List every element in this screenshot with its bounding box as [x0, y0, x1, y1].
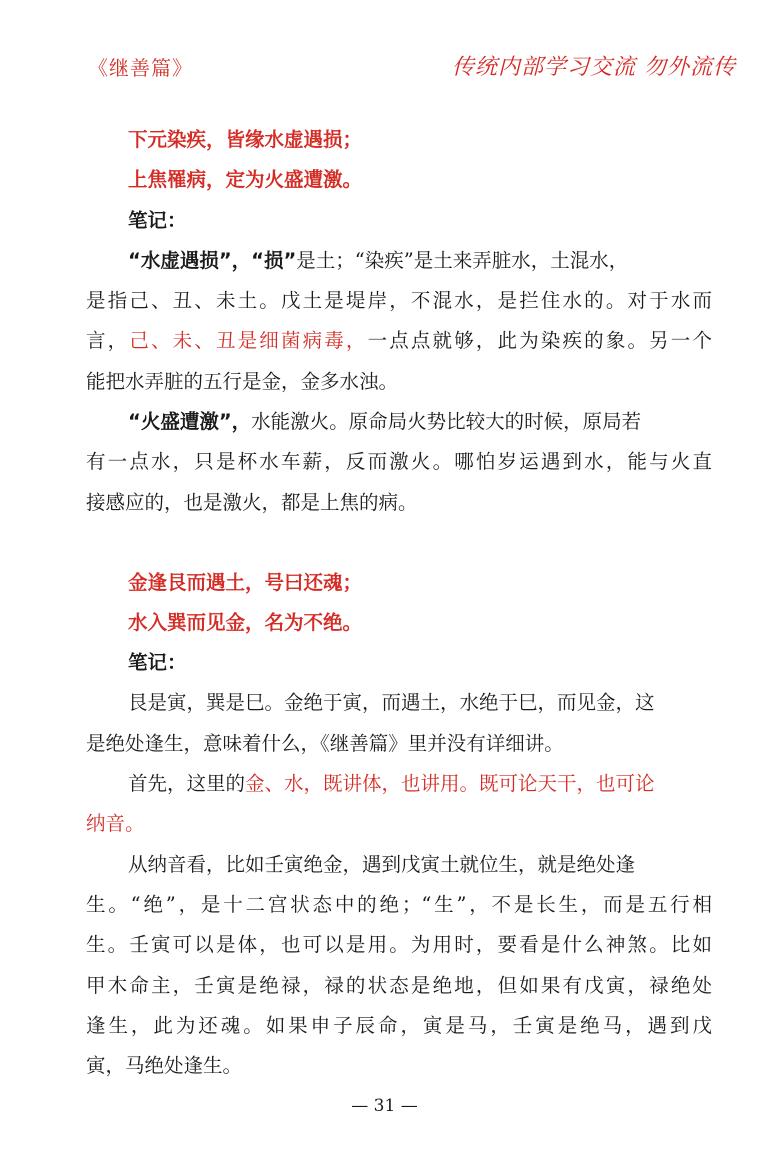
paragraph-text: 水能激火。原命局火势比较大的时候，原局若	[251, 410, 642, 434]
paragraph-line	[86, 241, 712, 281]
paragraph-line	[86, 764, 712, 804]
header-slogan: 传统内部学习交流 勿外流传	[452, 55, 736, 80]
paragraph-line	[86, 321, 712, 361]
paragraph-text: 是土；“染疾”是土来弄脏水，土混水，	[296, 248, 629, 272]
verse-line: 水入巽而见金，名为不绝。	[128, 610, 363, 634]
paragraph-line	[86, 402, 712, 442]
paragraph-line: 是指己、丑、未土。戊土是堤岸，不混水，是拦住水的。对于水而	[86, 289, 712, 313]
paragraph-line: 生。壬寅可以是体，也可以是用。为用时，要看是什么神煞。比如	[86, 933, 712, 957]
paragraph-line: 生。“绝”，是十二宫状态中的绝；“生”，不是长生，而是五行相	[86, 892, 712, 916]
note-label: 笔记：	[128, 208, 187, 232]
paragraph-line: 能把水弄脏的五行是金，金多水浊。	[86, 369, 399, 393]
paragraph-line: 甲木命主，壬寅是绝禄，禄的状态是绝地，但如果有戊寅，禄绝处	[86, 973, 712, 997]
verse-line: 下元染疾，皆缘水虚遇损；	[128, 128, 363, 151]
verse-line: 金逢艮而遇土，号曰还魂；	[128, 570, 363, 594]
red-highlight: 金、水，既讲体，也讲用。既可论天干，也可论	[245, 772, 655, 796]
paragraph-text: 言，	[86, 329, 130, 353]
paragraph-line: 接感应的，也是激火，都是上焦的病。	[86, 490, 418, 514]
section-gap	[86, 523, 712, 563]
paragraph-text: 首先，这里的	[128, 772, 246, 796]
verse-line: 上焦罹病，定为火盛遭激。	[128, 168, 363, 192]
page-number: — 31 —	[351, 1096, 418, 1116]
paragraph-line: 纳音。	[86, 812, 145, 836]
paragraph-line: 寅，马绝处逢生。	[86, 1054, 243, 1078]
term-highlight: “火盛遭激”，	[128, 410, 252, 434]
paragraph-line: 艮是寅，巽是巳。金绝于寅，而遇土，水绝于巳，而见金，这	[128, 691, 655, 715]
paragraph-text: 一点点就够，此为染疾的象。另一个	[367, 329, 712, 353]
paragraph-line: 有一点水，只是杯水车薪，反而激火。哪怕岁运遇到水，能与火直	[86, 450, 712, 474]
book-title-header: 《继善篇》	[88, 56, 193, 80]
red-highlight: 己、未、丑是细菌病毒，	[129, 329, 368, 353]
term-highlight: “损”	[251, 248, 297, 272]
paragraph-line: 逢生，此为还魂。如果申子辰命，寅是马，壬寅是绝马，遇到戊	[86, 1013, 712, 1037]
note-label: 笔记：	[128, 651, 187, 675]
paragraph-line: 是绝处逢生，意味着什么，《继善篇》里并没有详细讲。	[86, 731, 564, 755]
page-content	[86, 120, 712, 1086]
term-highlight: “水虚遇损”，	[128, 248, 252, 272]
paragraph-line: 从纳音看，比如壬寅绝金，遇到戊寅土就位生，就是绝处逢	[128, 852, 636, 876]
